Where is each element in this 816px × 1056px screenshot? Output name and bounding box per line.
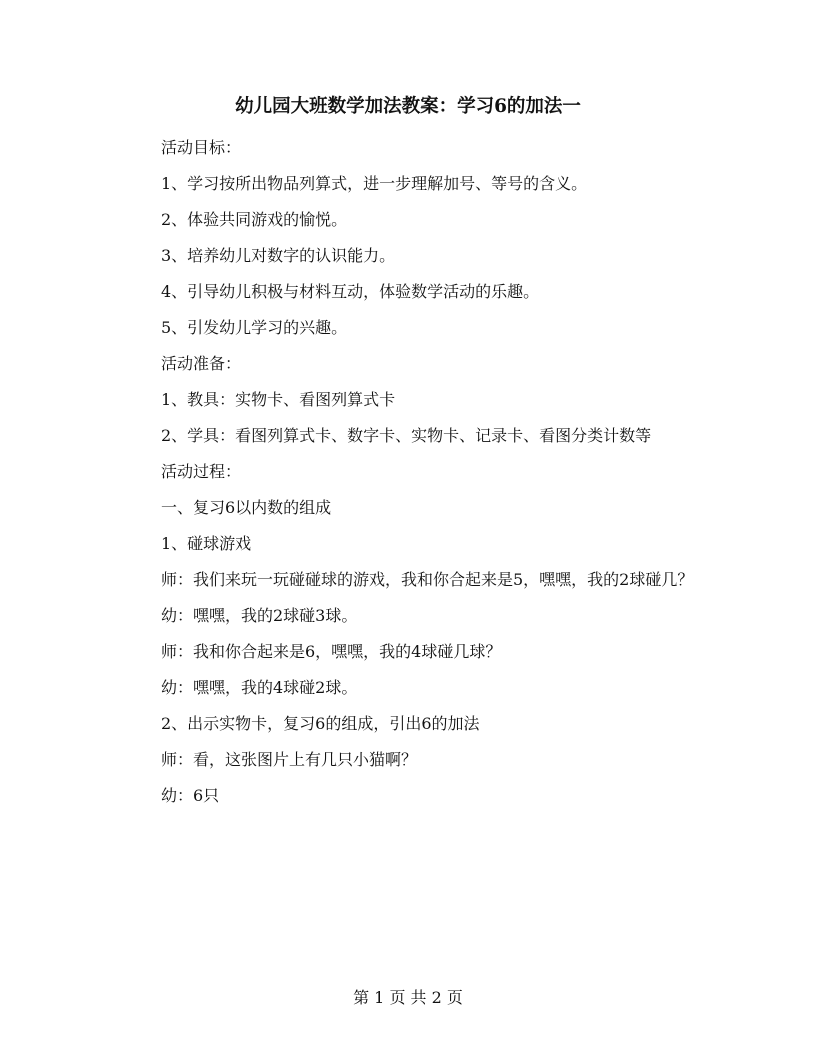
document-body [121,136,701,820]
paragraph: 活动准备： [161,354,242,373]
paragraph: 幼：嘿嘿，我的2球碰3球。 [161,606,358,625]
paragraph: 幼：6只 [161,786,220,805]
paragraph: 2、出示实物卡，复习6的组成，引出6的加法 [161,714,480,733]
paragraph: 师：看，这张图片上有几只小猫啊？ [161,750,418,769]
paragraph: 幼：嘿嘿，我的4球碰2球。 [161,678,358,697]
paragraph: 活动过程： [161,462,242,481]
paragraph: 2、体验共同游戏的愉悦。 [161,210,348,229]
paragraph: 1、学习按所出物品列算式，进一步理解加号、等号的含义。 [161,174,588,193]
paragraph: 5、引发幼儿学习的兴趣。 [161,318,348,337]
paragraph: 师：我们来玩一玩碰碰球的游戏，我和你合起来是5，嘿嘿，我的2球碰几？ [161,570,694,589]
paragraph: 4、引导幼儿积极与材料互动，体验数学活动的乐趣。 [161,282,540,301]
paragraph: 1、教具：实物卡、看图列算式卡 [161,390,396,409]
page-footer: 第 1 页 共 2 页 [353,988,463,1007]
paragraph: 3、培养幼儿对数字的认识能力。 [161,246,396,265]
paragraph: 2、学具：看图列算式卡、数字卡、实物卡、记录卡、看图分类计数等 [161,426,652,445]
paragraph: 1、碰球游戏 [161,534,252,553]
paragraph: 一、复习6以内数的组成 [161,498,332,517]
document-title: 幼儿园大班数学加法教案：学习6的加法一 [235,96,581,117]
paragraph: 师：我和你合起来是6，嘿嘿，我的4球碰几球？ [161,642,502,661]
paragraph: 活动目标： [161,138,242,157]
